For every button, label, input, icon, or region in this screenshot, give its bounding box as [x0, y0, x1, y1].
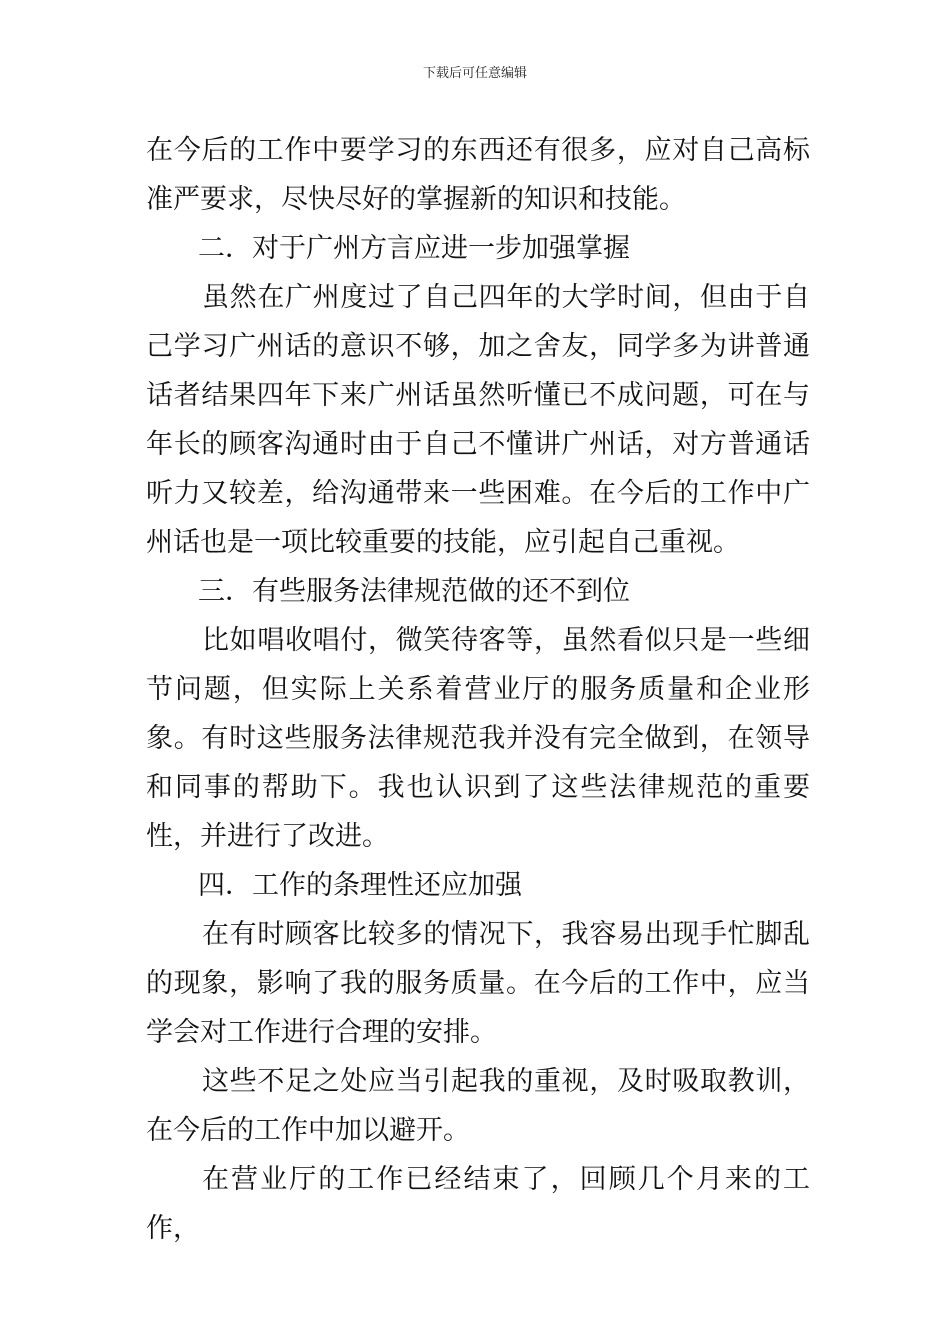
paragraph-service-norms: 比如唱收唱付，微笑待客等，虽然看似只是一些细节问题，但实际上关系着营业厅的服务质量和企业形象。有时这些服务法律规范我并没有完全做到，在领导和同事的帮助下。我也认识到了这些法律规范的重要性，并进行了改进。: [146, 625, 810, 852]
paragraph-shortcomings: 这些不足之处应当引起我的重视，及时吸取教训，在今后的工作中加以避开。: [146, 1066, 810, 1146]
section-heading-2: 二．对于广州方言应进一步加强掌握: [198, 233, 630, 264]
paragraph-organization: 在有时顾客比较多的情况下，我容易出现手忙脚乱的现象，影响了我的服务质量。在今后的工作中，应当学会对工作进行合理的安排。: [146, 919, 810, 1048]
paragraph-continuation: 在今后的工作中要学习的东西还有很多，应对自己高标准严要求，尽快尽好的掌握新的知识和技能。: [146, 135, 810, 215]
page-header: 下载后可任意编辑: [422, 66, 527, 81]
paragraph-cantonese: 虽然在广州度过了自己四年的大学时间，但由于自己学习广州话的意识不够，加之舍友，同学多为讲普通话者结果四年下来广州话虽然听懂已不成问题，可在与年长的顾客沟通时由于自己不懂讲广州话，对方普通话听力又较差，给沟通带来一些困难。在今后的工作中广州话也是一项比较重要的技能，应引起自己重视。: [146, 282, 810, 558]
section-heading-4: 四．工作的条理性还应加强: [198, 870, 522, 901]
paragraph-conclusion: 在营业厅的工作已经结束了，回顾几个月来的工作，: [146, 1164, 810, 1244]
document-body: [146, 126, 810, 1253]
section-heading-3: 三．有些服务法律规范做的还不到位: [198, 576, 630, 607]
